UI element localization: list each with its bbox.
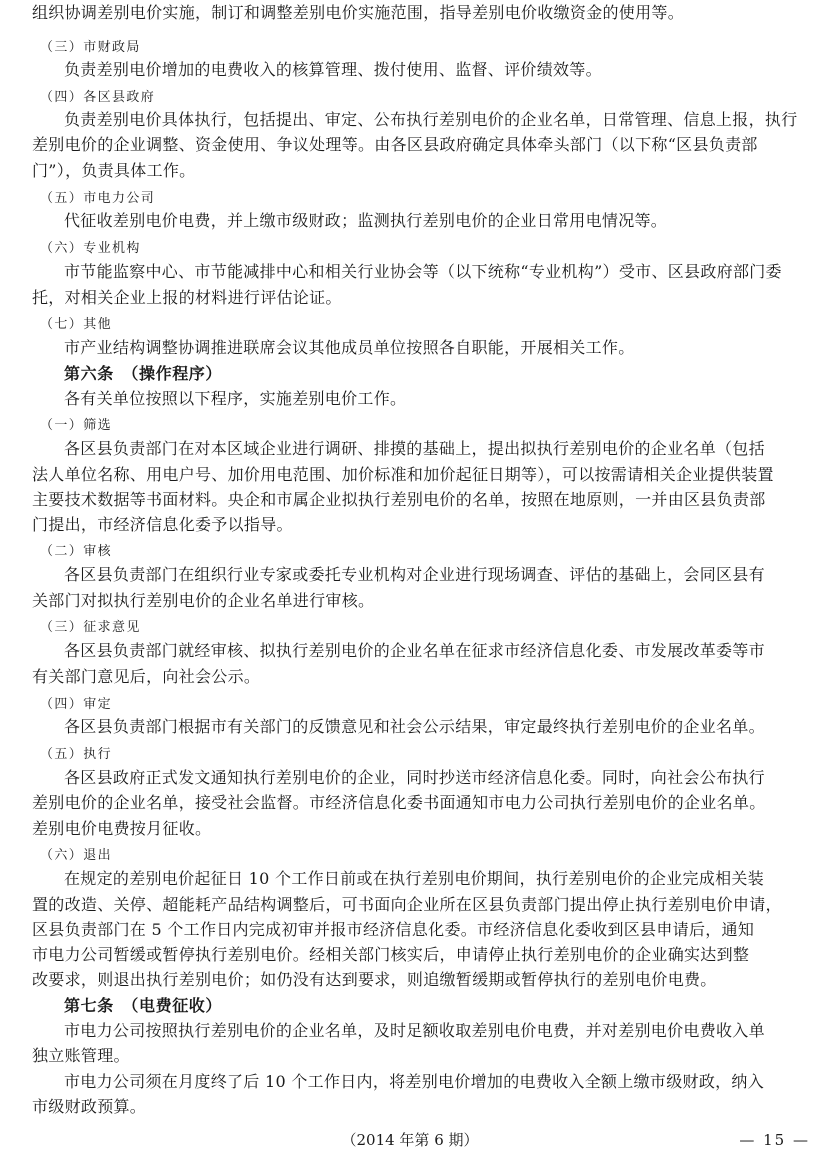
text-line: 代征收差别电价电费，并上缴市级财政；监测执行差别电价的企业日常用电情况等。 xyxy=(64,211,668,230)
text-line: 组织协调差别电价实施，制订和调整差别电价实施范围，指导差别电价收缴资金的使用等。 xyxy=(32,3,685,22)
section-heading: （四）审定 xyxy=(40,697,113,712)
text-line: 各区县负责部门根据市有关部门的反馈意见和社会公示结果，审定最终执行差别电价的企业名单。 xyxy=(64,717,765,736)
section-heading: （二）审核 xyxy=(40,544,113,559)
section-heading: （五）执行 xyxy=(40,747,113,762)
text-line: 负责差别电价增加的电费收入的核算管理、拨付使用、监督、评价绩效等。 xyxy=(64,60,602,79)
section-heading: （三）市财政局 xyxy=(40,40,141,55)
issue-label: （2014 年第 6 期） xyxy=(341,1131,479,1149)
text-line: 关部门对拟执行差别电价的企业名单进行审核。 xyxy=(32,591,375,610)
text-line: 区县负责部门在 5 个工作日内完成初审并报市经济信息化委。市经济信息化委收到区县申请后，通知 xyxy=(32,920,755,939)
text-line: 市产业结构调整协调推进联席会议其他成员单位按照各自职能，开展相关工作。 xyxy=(64,338,635,357)
text-line: 各区县负责部门在组织行业专家或委托专业机构对企业进行现场调查、评估的基础上，会同区县有 xyxy=(64,565,765,584)
section-heading: （七）其他 xyxy=(40,317,113,332)
text-line: 市电力公司按照执行差别电价的企业名单，及时足额收取差别电价电费，并对差别电价电费收入单 xyxy=(64,1021,765,1040)
section-heading: （三）征求意见 xyxy=(40,620,141,635)
text-line: 有关部门意见后，向社会公示。 xyxy=(32,667,261,686)
text-line: 在规定的差别电价起征日 10 个工作日前或在执行差别电价期间，执行差别电价的企业完成相关装 xyxy=(64,869,765,888)
text-line: 负责差别电价具体执行，包括提出、审定、公布执行差别电价的企业名单，日常管理、信息上报，执行 xyxy=(64,110,798,129)
section-heading: （五）市电力公司 xyxy=(40,191,156,206)
article-heading: 第七条 （电费征收） xyxy=(64,996,223,1015)
section-heading: （六）专业机构 xyxy=(40,241,141,256)
section-heading: （六）退出 xyxy=(40,848,113,863)
text-line: 市电力公司暂缓或暂停执行差别电价。经相关部门核实后，申请停止执行差别电价的企业确实达到整 xyxy=(32,945,750,964)
text-line: 改要求，则退出执行差别电价；如仍没有达到要求，则追缴暂缓期或暂停执行的差别电价电费。 xyxy=(32,970,717,989)
section-heading: （四）各区县政府 xyxy=(40,90,156,105)
text-line: 独立账管理。 xyxy=(32,1046,130,1065)
text-line: 差别电价电费按月征收。 xyxy=(32,819,212,838)
text-line: 市电力公司须在月度终了后 10 个工作日内，将差别电价增加的电费收入全额上缴市级财政，纳入 xyxy=(64,1072,765,1091)
text-line: 各区县政府正式发文通知执行差别电价的企业，同时抄送市经济信息化委。同时，向社会公布执行 xyxy=(64,768,765,787)
text-line: 差别电价的企业调整、资金使用、争议处理等。由各区县政府确定具体牵头部门（以下称“区县负责部 xyxy=(32,135,758,154)
article-heading: 第六条 （操作程序） xyxy=(64,364,223,383)
text-line: 各区县负责部门就经审核、拟执行差别电价的企业名单在征求市经济信息化委、市发展改革委等市 xyxy=(64,641,765,660)
text-line: 各区县负责部门在对本区域企业进行调研、排摸的基础上，提出拟执行差别电价的企业名单（包括 xyxy=(64,439,765,458)
text-line: 托，对相关企业上报的材料进行评估论证。 xyxy=(32,288,342,307)
text-line: 置的改造、关停、超能耗产品结构调整后，可书面向企业所在区县负责部门提出停止执行差别电价申请， xyxy=(32,895,782,914)
page-number: — 15 — xyxy=(739,1131,810,1149)
text-line: 差别电价的企业名单，接受社会监督。市经济信息化委书面通知市电力公司执行差别电价的企业名单。 xyxy=(32,793,766,812)
section-heading: （一）筛选 xyxy=(40,418,113,433)
text-line: 各有关单位按照以下程序，实施差别电价工作。 xyxy=(64,389,407,408)
text-line: 法人单位名称、用电户号、加价用电范围、加价标准和加价起征日期等），可以按需请相关企业提供装置 xyxy=(32,465,774,484)
text-line: 市级财政预算。 xyxy=(32,1097,147,1116)
text-line: 门”），负责具体工作。 xyxy=(32,161,196,180)
text-line: 主要技术数据等书面材料。央企和市属企业拟执行差别电价的名单，按照在地原则，一并由区县负责部 xyxy=(32,490,766,509)
text-line: 市节能监察中心、市节能减排中心和相关行业协会等（以下统称“专业机构”）受市、区县政府部门委 xyxy=(64,262,782,281)
text-line: 门提出，市经济信息化委予以指导。 xyxy=(32,515,293,534)
